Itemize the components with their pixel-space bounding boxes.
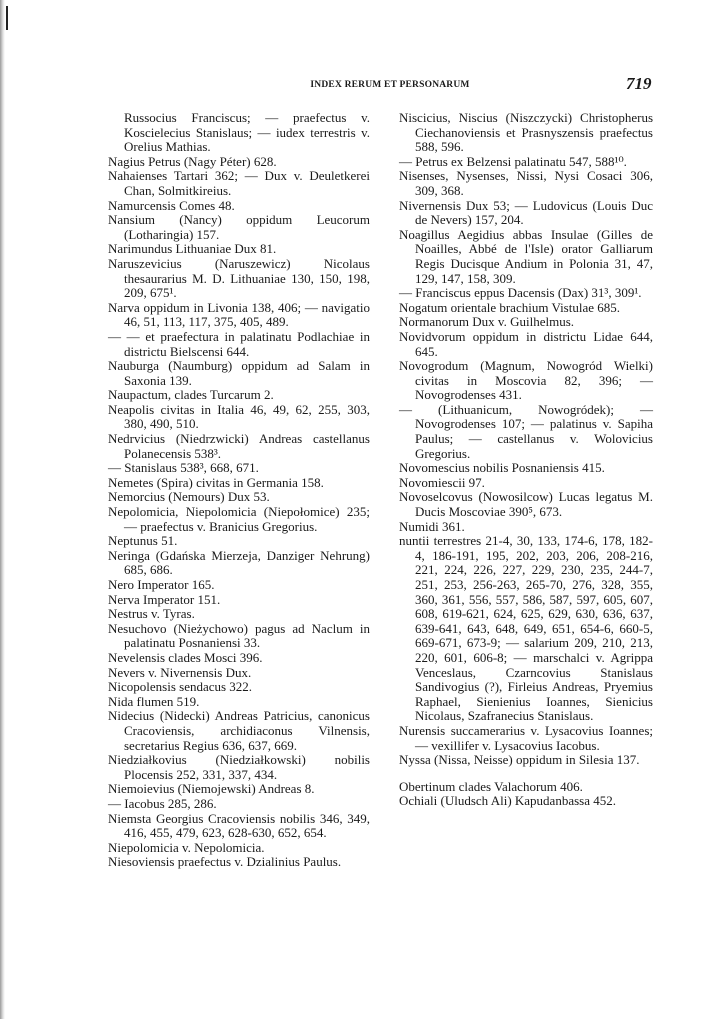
index-entry: Obertinum clades Valachorum 406. (399, 778, 583, 794)
running-header: INDEX RERUM ET PERSONARUM (310, 80, 470, 90)
index-entry: — Stanislaus 538³, 668, 671. (108, 460, 259, 476)
index-entry: Nestrus v. Tyras. (108, 606, 195, 622)
index-entry: Nemetes (Spira) civitas in Germania 158. (108, 474, 324, 490)
index-entry: Nerva Imperator 151. (108, 591, 221, 607)
index-entry: Nagius Petrus (Nagy Péter) 628. (108, 153, 277, 169)
index-entry: Nyssa (Nissa, Neisse) oppidum in Silesia 137. (399, 752, 640, 768)
index-entry: — Petrus ex Belzensi palatinatu 547, 588¹⁰. (399, 153, 627, 169)
index-entry: — (Lithuanicum, Nowogródek); — Novogrodenses 107; — palatinus v. Sapiha Paulus; — castellanus v. Wolovicius Gregorius. (399, 401, 653, 461)
index-entry: Nemorcius (Nemours) Dux 53. (108, 489, 270, 505)
page-edge-mark (6, 6, 8, 30)
index-entry: Nurensis succamerarius v. Lysacovius Ioannes; — vexillifer v. Lysacovius Iacobus. (399, 722, 653, 753)
index-entry: Nisenses, Nysenses, Nissi, Nysi Cosaci 306, 309, 368. (399, 168, 653, 198)
index-entry: Nivernensis Dux 53; — Ludovicus (Louis Duc de Nevers) 157, 204. (399, 197, 653, 228)
index-entry: Nevers v. Nivernensis Dux. (108, 664, 252, 680)
index-entry: Nero Imperator 165. (108, 577, 215, 592)
index-entry: Niedziałkovius (Niedziałkowski) nobilis Plocensis 252, 331, 337, 434. (108, 752, 370, 782)
index-entry: Nahaienses Tartari 362; — Dux v. Deuletkerei Chan, Solmitkireius. (108, 168, 370, 198)
page-number: 719 (626, 74, 652, 93)
index-entry: Novomescius nobilis Posnaniensis 415. (399, 460, 605, 476)
page-edge-shadow (0, 0, 5, 1019)
index-entry: Novoselcovus (Nowosilcow) Lucas legatus M. Ducis Moscoviae 390⁵, 673. (399, 489, 653, 520)
index-entry: Ochiali (Uludsch Ali) Kapudanbassa 452. (399, 793, 616, 809)
index-entry: Nesuchovo (Nieżychowo) pagus ad Naclum in palatinatu Posnaniensi 33. (108, 620, 370, 651)
index-entry: Nogatum orientale brachium Vistulae 685. (399, 299, 621, 315)
index-entry: — — et praefectura in palatinatu Podlachiae in districtu Bielscensi 644. (108, 328, 370, 359)
index-entry: Nidecius (Nidecki) Andreas Patricius, canonicus Cracoviensis, archidiaconus Vilnensis, secretarius Regius 636, 637, 669. (108, 708, 370, 753)
index-entry: Niemsta Georgius Cracoviensis nobilis 346, 349, 416, 455, 479, 623, 628-630, 652, 654. (108, 810, 370, 841)
index-entry: Novidvorum oppidum in districtu Lidae 644, 645. (399, 328, 653, 359)
index-entry: Neringa (Gdańska Mierzeja, Danziger Nehrung) 685, 686. (108, 547, 370, 578)
index-entry: Nicopolensis sendacus 322. (108, 679, 253, 695)
index-entry: Noagillus Aegidius abbas Insulae (Gilles de Noailles, Abbé de l'Isle) orator Galliarum Regis Ducisque Andium in Polonia 31, 47, 129, 147, 158, 309. (399, 226, 653, 286)
index-entry: — Franciscus eppus Dacensis (Dax) 31³, 309¹. (399, 285, 642, 301)
index-entry: Narimundus Lithuaniae Dux 81. (108, 241, 277, 257)
index-entry: Nansium (Nancy) oppidum Leucorum (Lotharingia) 157. (108, 212, 370, 242)
index-entry: Niesoviensis praefectus v. Dzialinius Paulus. (108, 854, 342, 870)
index-entry: Nepolomicia, Niepolomicia (Niepołomice) 235; — praefectus v. Branicius Gregorius. (108, 504, 370, 534)
index-entry: Nedrvicius (Niedrzwicki) Andreas castellanus Polanecensis 538³. (108, 431, 370, 461)
index-entry: Neptunus 51. (108, 533, 178, 549)
index-entry: Niepolomicia v. Nepolomicia. (108, 839, 265, 855)
index-entry: Novomiescii 97. (399, 474, 485, 490)
index-entry: Nauburga (Naumburg) oppidum ad Salam in Saxonia 139. (108, 358, 370, 388)
index-entry: Narva oppidum in Livonia 138, 406; — navigatio 46, 51, 113, 117, 375, 405, 489. (108, 299, 370, 330)
index-entry: Normanorum Dux v. Guilhelmus. (399, 314, 574, 330)
right-column (399, 111, 653, 809)
index-entry: Niscicius, Niscius (Niszczycki) Christopherus Ciechanoviensis et Prasnyszensis praefectus 588, 596. (399, 110, 653, 155)
index-entry: Nida flumen 519. (108, 693, 200, 709)
left-column (108, 111, 370, 870)
index-entry: Namurcensis Comes 48. (108, 197, 235, 213)
index-entry: Niemoievius (Niemojewski) Andreas 8. (108, 781, 315, 797)
index-entry: Novogrodum (Magnum, Nowogród Wielki) civitas in Moscovia 82, 396; — Novogrodenses 431. (399, 358, 653, 403)
index-entry: — Iacobus 285, 286. (108, 795, 217, 811)
index-entry: Numidi 361. (399, 518, 465, 534)
index-entry: Neapolis civitas in Italia 46, 49, 62, 255, 303, 380, 490, 510. (108, 401, 370, 432)
index-entry: Naupactum, clades Turcarum 2. (108, 387, 274, 403)
index-entry: Naruszevicius (Naruszewicz) Nicolaus thesaurarius M. D. Lithuaniae 130, 150, 198, 209, 675¹. (108, 255, 370, 301)
index-entry: Russocius Franciscus; — praefectus v. Koscielecius Stanislaus; — iudex terrestris v. Orelius Mathias. (124, 110, 370, 155)
index-entry: Nevelensis clades Mosci 396. (108, 649, 263, 665)
index-entry: nuntii terrestres 21-4, 30, 133, 174-6, 178, 182-4, 186-191, 195, 202, 203, 206, 208-216, 221, 224, 226, 227, 229, 230, 235, 244-7, 251, 253, 256-263, 265-70, 276, 328, 355, 360, 361, 556, 557, 586, 587, 597, 605, 607, 608, 619-621, 624, 625, 629, 630, 636, 637, 639-641, 643, 648, 649, 651, 654-6, 660-5, 669-671, 673-9; — salarium 209, 210, 213, 220, 601, 606-8; — marschalci v. Agrippa Venceslaus, Czarncovius Stanislaus Sandivogius (?), Firleius Andreas, Pryemius Raphael, Sienienius Ioannes, Sienicius Nicolaus, Szafranecius Stanislaus. (399, 533, 653, 724)
